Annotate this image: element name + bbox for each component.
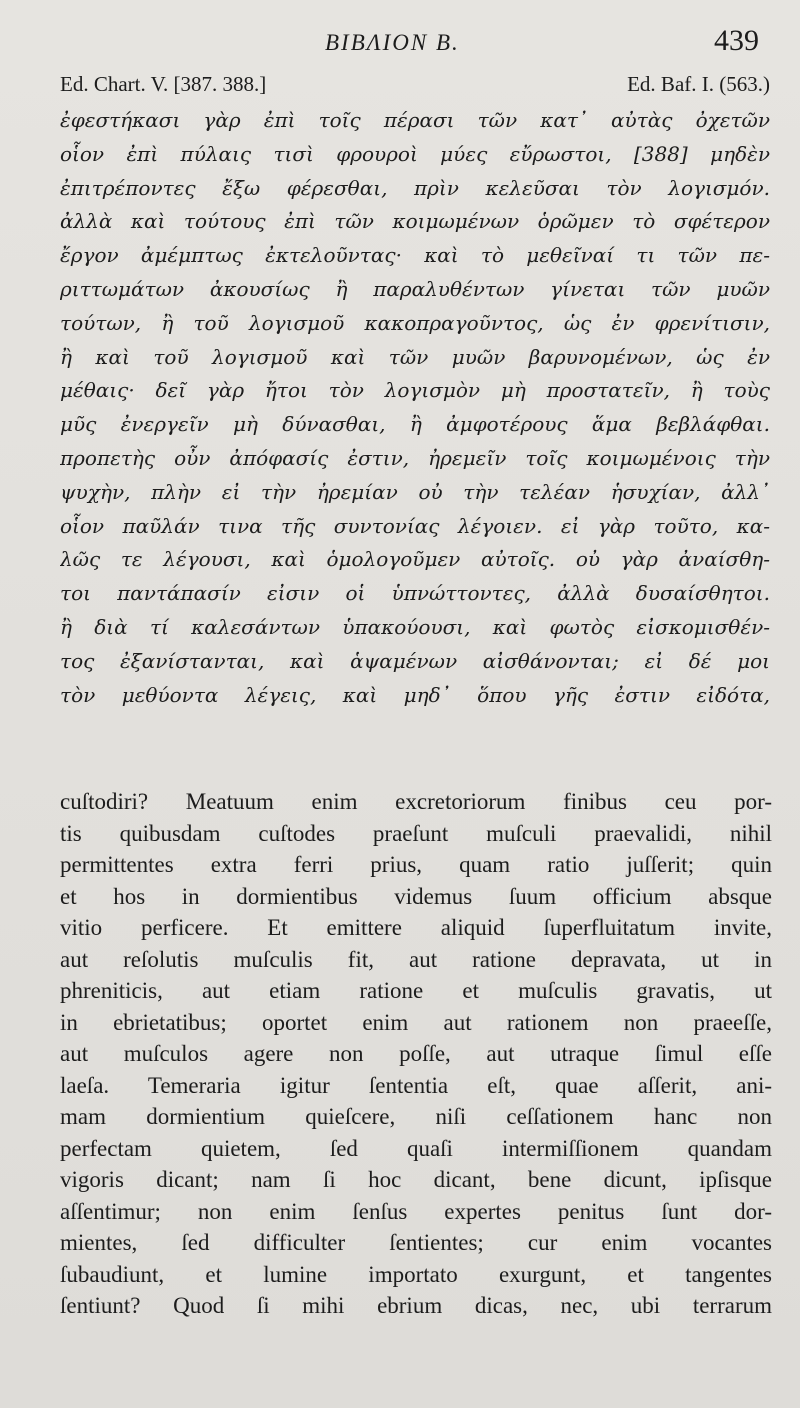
latin-line: mientes, ſed difficulter ſentientes; cur enim vocantes: [60, 1230, 772, 1255]
greek-line: τὸν μεθύοντα λέγεις, καὶ μηδ᾽ ὅπου γῆς ἐστιν εἰδότα,: [60, 682, 770, 707]
greek-line: προπετὴς οὖν ἀπόφασίς ἐστιν, ἠρεμεῖν τοῖς κοιμωμένοις τὴν: [60, 445, 770, 470]
greek-line: μῦς ἐνεργεῖν μὴ δύνασθαι, ἢ ἀμφοτέρους ἅμα βεβλάφθαι.: [60, 412, 770, 437]
latin-line: in ebrietatibus; oportet enim aut rationem non praeeſſe,: [60, 1009, 772, 1035]
running-title: ΒΙΒΛΙΟΝ Β.: [325, 30, 460, 55]
latin-line: permittentes extra ferri prius, quam ratio juſſerit; quin: [60, 852, 772, 877]
edition-reference-line: [60, 72, 770, 102]
greek-line: τούτων, ἢ τοῦ λογισμοῦ κακοπραγοῦντος, ὡς ἐν φρενίτισιν,: [60, 310, 770, 335]
running-head: [0, 24, 800, 64]
greek-line: ἢ καὶ τοῦ λογισμοῦ καὶ τῶν μυῶν βαρυνομένων, ὡς ἐν: [60, 344, 770, 369]
greek-line: τος ἐξανίστανται, καὶ ἁψαμένων αἰσθάνονται; εἰ δέ μοι: [60, 648, 770, 673]
latin-line: phreniticis, aut etiam ratione et muſculis gravatis, ut: [60, 978, 772, 1003]
greek-line: οἷον ἐπὶ πύλαις τισὶ φρουροὶ μύες εὔρωστοι, [388] μηδὲν: [60, 141, 770, 166]
latin-line: aut reſolutis muſculis fit, aut ratione depravata, ut in: [60, 946, 772, 972]
greek-text-block: [60, 104, 770, 712]
greek-line: μέθαις· δεῖ γὰρ ἤτοι τὸν λογισμὸν μὴ προστατεῖν, ἢ τοὺς: [60, 378, 770, 403]
latin-line: ſubaudiunt, et lumine importato exurgunt, et tangentes: [60, 1261, 772, 1287]
greek-line: ἢ διὰ τί καλεσάντων ὑπακούουσι, καὶ φωτὸς εἰσκομισθέν-: [60, 614, 770, 639]
greek-line: ἔργον ἀμέμπτως ἐκτελοῦντας· καὶ τὸ μεθεῖναί τι τῶν πε-: [60, 243, 770, 268]
latin-line: ſentiunt? Quod ſi mihi ebrium dicas, nec, ubi terrarum: [60, 1293, 772, 1318]
greek-line: ἐπιτρέποντες ἔξω φέρεσθαι, πρὶν κελεῦσαι τὸν λογισμόν.: [60, 175, 770, 200]
latin-line: et hos in dormientibus videmus ſuum officium absque: [60, 883, 772, 909]
latin-text-block: [60, 786, 772, 1322]
greek-line: λῶς τε λέγουσι, καὶ ὁμολογοῦμεν αὐτοῖς. οὐ γὰρ ἀναίσθη-: [60, 547, 770, 572]
greek-line: ψυχὴν, πλὴν εἰ τὴν ἠρεμίαν οὐ τὴν τελέαν ἡσυχίαν, ἀλλ᾽: [60, 479, 770, 504]
latin-line: vitio perficere. Et emittere aliquid ſuperfluitatum invite,: [60, 915, 772, 940]
greek-line: ἐφεστήκασι γὰρ ἐπὶ τοῖς πέρασι τῶν κατ᾽ αὐτὰς ὀχετῶν: [60, 108, 770, 132]
greek-line: ἀλλὰ καὶ τούτους ἐπὶ τῶν κοιμωμένων ὁρῶμεν τὸ σφέτερον: [60, 209, 770, 234]
latin-line: cuſtodiri? Meatuum enim excretoriorum finibus ceu por-: [60, 789, 772, 814]
edition-basel-reference: Ed. Baf. I. (563.): [627, 72, 770, 96]
latin-line: vigoris dicant; nam ſi hoc dicant, bene dicunt, ipſisque: [60, 1167, 772, 1192]
latin-line: tis quibusdam cuſtodes praeſunt muſculi praevalidi, nihil: [60, 820, 772, 846]
latin-line: laeſa. Temeraria igitur ſententia eſt, quae aſſerit, ani-: [60, 1072, 772, 1098]
greek-line: τοι παντάπασίν εἰσιν οἱ ὑπνώττοντες, ἀλλὰ δυσαίσθητοι.: [60, 581, 770, 606]
page-number: 439: [714, 24, 759, 57]
latin-line: aſſentimur; non enim ſenſus expertes penitus ſunt dor-: [60, 1198, 772, 1224]
latin-line: perfectam quietem, ſed quaſi intermiſſionem quandam: [60, 1135, 772, 1161]
edition-chartier-reference: Ed. Chart. V. [387. 388.]: [60, 72, 267, 96]
greek-line: ριττωμάτων ἀκουσίως ἢ παραλυθέντων γίνεται τῶν μυῶν: [60, 276, 770, 301]
latin-line: mam dormientium quieſcere, niſi ceſſationem hanc non: [60, 1104, 772, 1129]
latin-line: aut muſculos agere non poſſe, aut utraque ſimul eſſe: [60, 1041, 772, 1066]
greek-line: οἷον παῦλάν τινα τῆς συντονίας λέγοιεν. εἰ γὰρ τοῦτο, κα-: [60, 513, 770, 538]
